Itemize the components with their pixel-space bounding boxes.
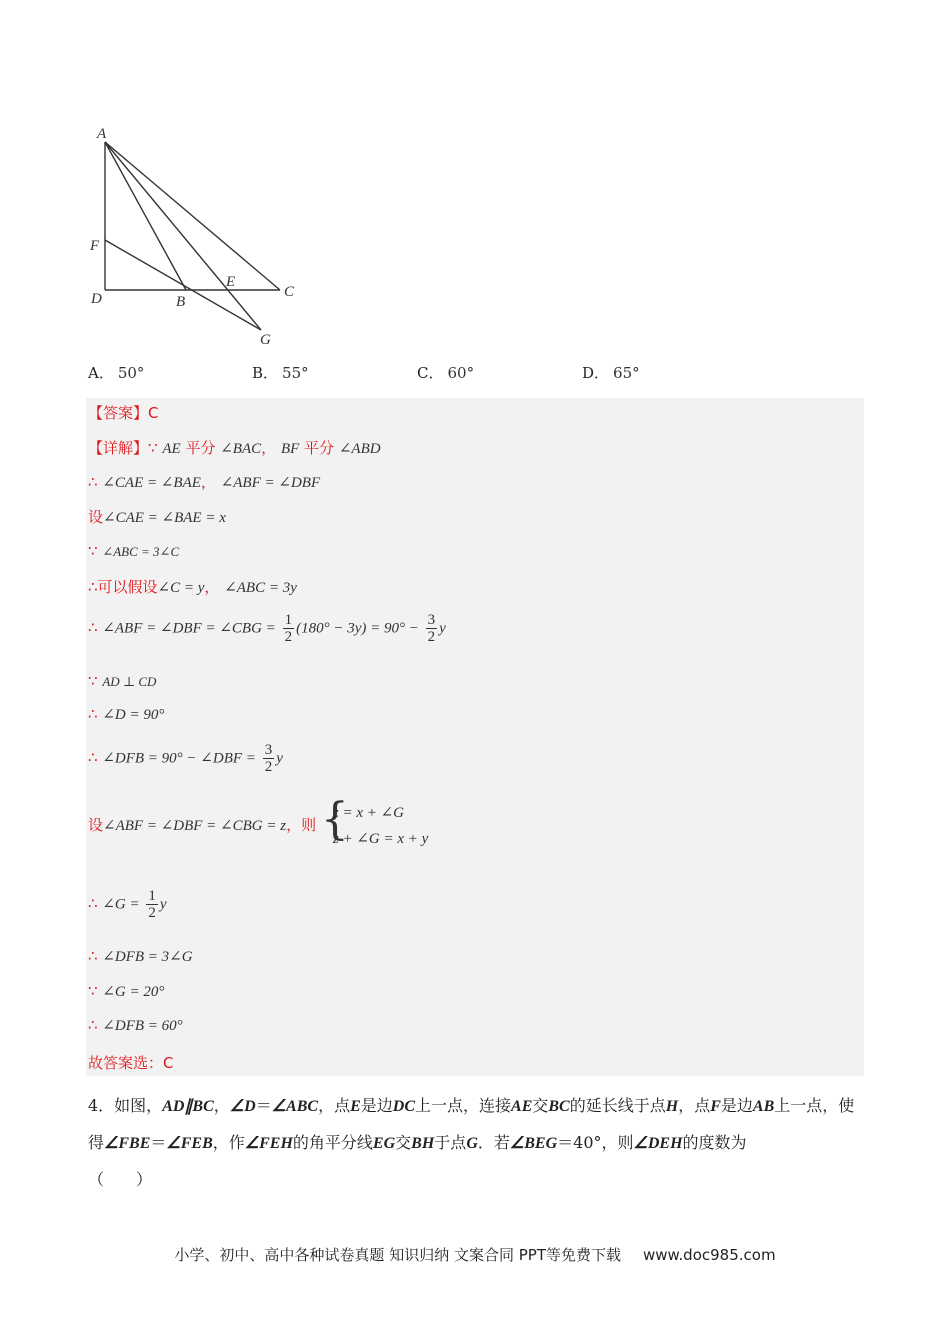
math: ∠FEB xyxy=(166,1135,213,1152)
text: 平分 xyxy=(185,439,216,457)
text: 的延长线于点 xyxy=(569,1096,666,1115)
text: 的度数为 xyxy=(682,1133,747,1152)
math: ∠FEH xyxy=(244,1135,293,1152)
math: ∠G = 20° xyxy=(102,984,165,1000)
math: ∠DFB = 60° xyxy=(102,1018,183,1034)
option-value: 50° xyxy=(117,364,145,382)
math: ∠ABC = 3y xyxy=(224,580,297,596)
segment-AB xyxy=(105,142,186,290)
question-4 xyxy=(88,1088,868,1198)
brace-icon: { xyxy=(320,794,349,845)
math: ∠CAE = ∠BAE xyxy=(102,475,201,491)
math: AD∥BC xyxy=(162,1098,214,1115)
label-F: F xyxy=(90,238,100,254)
detail-line-2 xyxy=(88,471,320,492)
math: ∠D xyxy=(229,1098,256,1115)
label-B: B xyxy=(176,294,186,310)
label-C: C xyxy=(284,284,295,300)
math: G xyxy=(466,1135,478,1152)
text: 交 xyxy=(532,1096,549,1115)
denominator: 2 xyxy=(427,629,436,645)
label-D: D xyxy=(91,291,102,307)
detail-tag: 【详解】∵ xyxy=(88,439,158,457)
text: ，点 xyxy=(318,1096,351,1115)
math: E xyxy=(350,1098,361,1115)
text: 上一点，连接 xyxy=(415,1096,512,1115)
text: ＝40°，则 xyxy=(557,1133,634,1152)
answer-line xyxy=(88,402,158,423)
math: ∠C = y xyxy=(157,580,205,596)
therefore-symbol: ∴ xyxy=(88,473,98,491)
fraction xyxy=(283,612,295,645)
math: BH xyxy=(411,1135,435,1152)
math: (180° − 3y) = 90° − xyxy=(296,620,419,637)
label-A: A xyxy=(97,126,107,142)
text: 设 xyxy=(88,508,104,526)
math: DC xyxy=(392,1098,415,1115)
text: 于点 xyxy=(434,1133,467,1152)
geometry-figure xyxy=(80,120,310,350)
math: ∠ABF = ∠DBF = ∠CBG = z xyxy=(103,818,287,834)
math: ∠ABC xyxy=(271,1098,319,1115)
text: ，点 xyxy=(678,1096,711,1115)
text: 4．如图， xyxy=(88,1096,163,1115)
detail-line-8 xyxy=(88,705,164,724)
because-symbol: ∵ xyxy=(88,672,98,690)
option-d[interactable] xyxy=(582,362,640,383)
text: 的角平分线 xyxy=(292,1133,373,1152)
label-G: G xyxy=(260,332,271,348)
math: ∠ABF = ∠DBF xyxy=(220,475,321,491)
equation-system xyxy=(320,794,429,852)
numerator: 1 xyxy=(148,888,156,904)
math: ∠ABC = 3∠C xyxy=(102,544,180,559)
math: ∠FBE xyxy=(104,1135,151,1152)
therefore-symbol: ∴ xyxy=(88,947,98,965)
text: ∴可以假设 xyxy=(88,578,158,596)
math: AE xyxy=(162,441,181,457)
fraction xyxy=(146,888,158,921)
numerator: 1 xyxy=(284,612,293,628)
footer-url[interactable]: www.doc985.com xyxy=(642,1246,776,1264)
math: AE xyxy=(511,1098,533,1115)
text: ，作 xyxy=(212,1133,245,1152)
detail-line-1 xyxy=(88,437,381,458)
text: ， xyxy=(200,473,216,491)
math: ∠BEG xyxy=(509,1135,558,1152)
option-value: 65° xyxy=(613,364,640,382)
math: ∠CAE = ∠BAE = x xyxy=(103,510,226,526)
answer-tag: 【答案】C xyxy=(88,404,159,422)
detail-line-3 xyxy=(88,506,226,527)
detail-line-14 xyxy=(88,1016,183,1035)
because-symbol: ∵ xyxy=(88,982,98,1000)
text: ．若 xyxy=(477,1133,510,1152)
text: 平分 xyxy=(304,439,335,457)
text: 是边 xyxy=(720,1096,753,1115)
math: ∠BAC xyxy=(220,441,262,457)
text: 交 xyxy=(395,1133,412,1152)
detail-line-6 xyxy=(88,612,446,645)
math: AD ⊥ CD xyxy=(102,674,157,689)
math: y xyxy=(439,620,446,637)
text: 是边 xyxy=(360,1096,393,1115)
text: 设 xyxy=(88,816,104,834)
math: ∠G = xyxy=(102,896,140,913)
math: ∠DEH xyxy=(633,1135,683,1152)
therefore-symbol: ∴ xyxy=(88,705,98,723)
math: ∠D = 90° xyxy=(102,707,165,723)
denominator: 2 xyxy=(284,629,293,645)
because-symbol: ∵ xyxy=(88,542,98,560)
math: ∠ABF = ∠DBF = ∠CBG = xyxy=(102,620,276,637)
text: ， xyxy=(204,578,220,596)
math: BC xyxy=(548,1098,570,1115)
math: y xyxy=(276,750,283,767)
math: ∠DFB = 90° − ∠DBF = xyxy=(102,750,256,767)
option-value: 55° xyxy=(282,364,309,382)
text: ， xyxy=(261,439,277,457)
math: BF xyxy=(280,441,300,457)
segment-AC xyxy=(105,142,280,290)
detail-line-13 xyxy=(88,982,164,1001)
text: ＝ xyxy=(150,1133,167,1152)
option-b[interactable] xyxy=(252,362,309,383)
option-a[interactable] xyxy=(88,362,144,383)
therefore-symbol: ∴ xyxy=(88,618,98,637)
page-footer xyxy=(0,1244,950,1265)
detail-line-11 xyxy=(88,888,167,921)
detail-line-7 xyxy=(88,672,156,690)
math: ∠ABD xyxy=(338,441,381,457)
detail-line-4 xyxy=(88,542,179,560)
equation: z = x + ∠G xyxy=(332,805,405,821)
option-value: 60° xyxy=(447,364,475,382)
final-answer: 故答案选：C xyxy=(88,1054,174,1072)
text: ＝ xyxy=(255,1096,272,1115)
detail-line-5 xyxy=(88,576,297,597)
answer-options xyxy=(88,362,788,392)
therefore-symbol: ∴ xyxy=(88,894,98,913)
numerator: 3 xyxy=(264,742,273,758)
detail-line-12 xyxy=(88,947,193,966)
math: AB xyxy=(752,1098,775,1115)
math: H xyxy=(665,1098,679,1115)
fraction xyxy=(263,742,275,775)
option-letter: D． xyxy=(582,364,610,382)
math: ∠DFB = 3∠G xyxy=(102,949,193,965)
answer-blank: （ ） xyxy=(88,1170,153,1189)
detail-line-10 xyxy=(88,794,429,852)
final-answer-line xyxy=(88,1052,173,1073)
text: 上一点，使得 xyxy=(88,1096,855,1152)
option-letter: A． xyxy=(88,364,114,382)
denominator: 2 xyxy=(264,759,273,775)
numerator: 3 xyxy=(427,612,436,628)
solution-panel xyxy=(86,398,864,1076)
therefore-symbol: ∴ xyxy=(88,748,98,767)
fraction xyxy=(426,612,438,645)
equation: z + ∠G = x + y xyxy=(332,831,429,847)
text: ， xyxy=(213,1096,230,1115)
option-letter: B． xyxy=(252,364,279,382)
math: F xyxy=(710,1098,721,1115)
text: ，则 xyxy=(286,816,317,834)
option-c[interactable] xyxy=(417,362,474,383)
math: y xyxy=(159,896,167,913)
detail-line-9 xyxy=(88,742,283,775)
label-E: E xyxy=(226,274,236,290)
math: EG xyxy=(372,1135,396,1152)
denominator: 2 xyxy=(148,905,156,921)
option-letter: C． xyxy=(417,364,444,382)
footer-text: 小学、初中、高中各种试卷真题 知识归纳 文案合同 PPT等免费下载 xyxy=(174,1246,621,1264)
therefore-symbol: ∴ xyxy=(88,1016,98,1034)
